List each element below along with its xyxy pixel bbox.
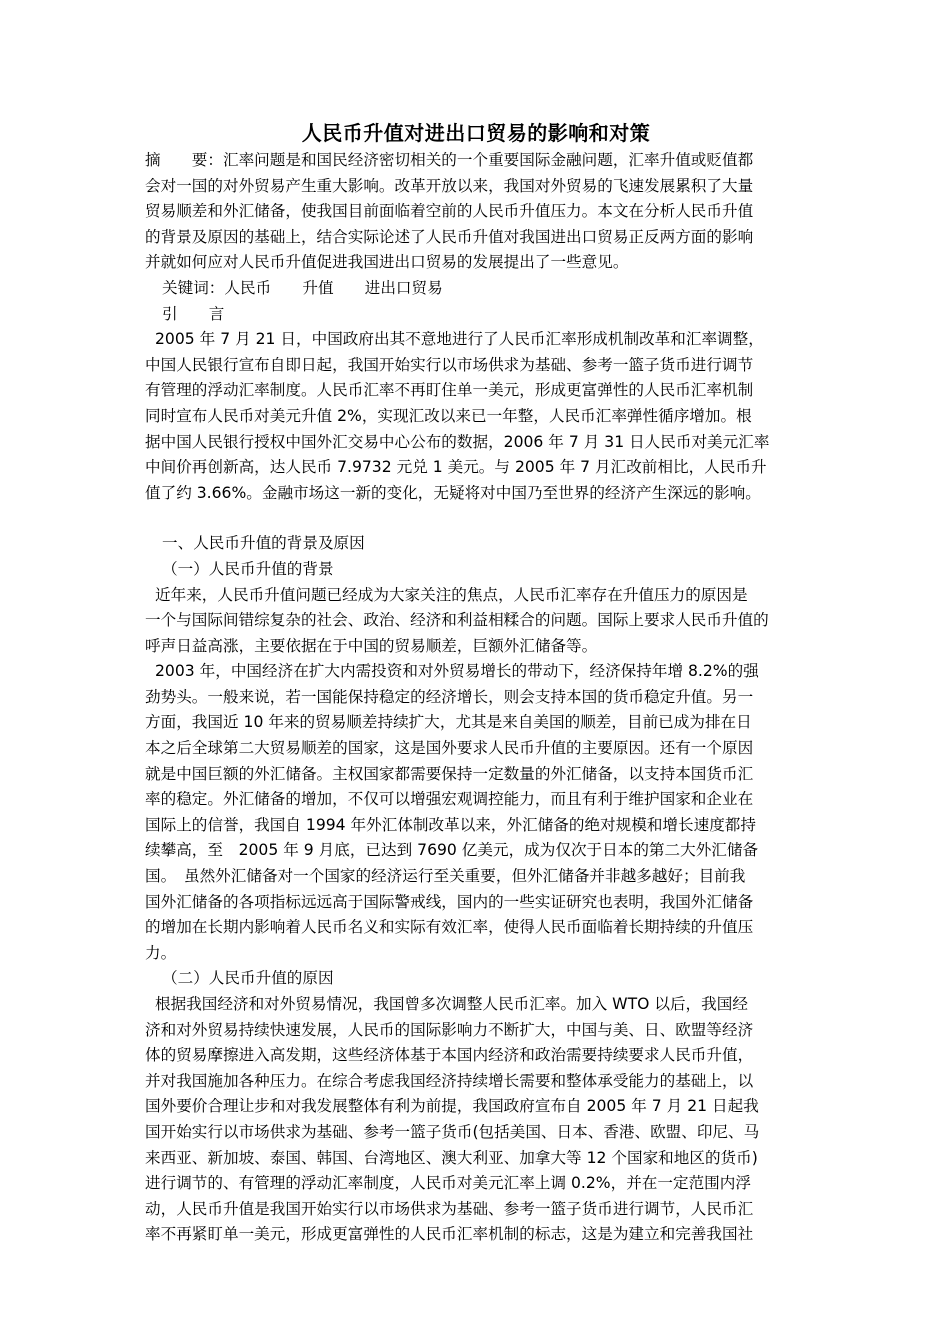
paragraph-line: 据中国人民银行授权中国外汇交易中心公布的数据，2006 年 7 月 31 日人民币对美元汇率 (145, 432, 770, 451)
paragraph-line: 呼声日益高涨，主要依据在于中国的贸易顺差，巨额外汇储备等。 (145, 636, 598, 655)
paragraph-line: 国。 虽然外汇储备对一个国家的经济运行至关重要，但外汇储备并非越多越好；目前我 (145, 867, 746, 886)
paragraph-line: 国外汇储备的各项指标远远高于国际警戒线，国内的一些实证研究也表明，我国外汇储备 (145, 892, 754, 911)
paragraph-line: 2003 年，中国经济在扩大内需投资和对外贸易增长的带动下，经济保持年增 8.2%的强 (155, 662, 759, 681)
paragraph-line: 动，人民币升值是我国开始实行以市场供求为基础、参考一篮子货币进行调节，人民币汇 (145, 1199, 754, 1218)
reasons-paragraph (145, 992, 807, 1248)
paragraph-line: 2005 年 7 月 21 日，中国政府出其不意地进行了人民币汇率形成机制改革和汇率调整， (155, 330, 764, 349)
paragraph-line: 根据我国经济和对外贸易情况，我国曾多次调整人民币汇率。加入 WTO 以后，我国经 (155, 995, 748, 1013)
abstract-line: 的背景及原因的基础上，结合实际论述了人民币升值对我国进出口贸易正反两方面的影响 (145, 227, 754, 246)
paragraph-line: 国开始实行以市场供求为基础、参考一篮子货币(包括美国、日本、香港、欧盟、印尼、马 (145, 1122, 760, 1141)
paragraph-line: 有管理的浮动汇率制度。人民币汇率不再盯住单一美元，形成更富弹性的人民币汇率机制 (145, 381, 754, 400)
paragraph-line: 进行调节的、有管理的浮动汇率制度，人民币对美元汇率上调 0.2%，并在一定范围内浮 (145, 1174, 751, 1193)
subsection-heading: （一）人民币升值的背景 (162, 559, 334, 578)
paragraph-line: 值了约 3.66%。金融市场这一新的变化，无疑将对中国乃至世界的经济产生深远的影响。 (145, 483, 761, 502)
paragraph-line: 国际上的信誉，我国自 1994 年外汇体制改革以来，外汇储备的绝对规模和增长速度都持 (145, 815, 756, 834)
background-paragraph-1 (145, 583, 807, 660)
keywords: 关键词：人民币 升值 进出口贸易 (162, 278, 443, 297)
section-heading: 一、人民币升值的背景及原因 (162, 534, 365, 553)
abstract-line: 摘 要：汇率问题是和国民经济密切相关的一个重要国际金融问题，汇率升值或贬值都 (145, 151, 754, 169)
document-page (145, 118, 807, 1248)
paragraph-line: 一个与国际间错综复杂的社会、政治、经济和利益相糅合的问题。国际上要求人民币升值的 (145, 611, 769, 630)
abstract-line: 贸易顺差和外汇储备，使我国目前面临着空前的人民币升值压力。本文在分析人民币升值 (145, 202, 754, 221)
paragraph-line: 的增加在长期内影响着人民币名义和实际有效汇率，使得人民币面临着长期持续的升值压 (145, 918, 754, 937)
paragraph-line: 并对我国施加各种压力。在综合考虑我国经济持续增长需要和整体承受能力的基础上，以 (145, 1071, 754, 1090)
paragraph-line: 中间价再创新高，达人民币 7.9732 元兑 1 美元。与 2005 年 7 月汇改前相比，人民币升 (145, 458, 767, 477)
paragraph-line: 国外要价合理让步和对我发展整体有利为前提，我国政府宣布自 2005 年 7 月 21 日起我 (145, 1097, 759, 1116)
paragraph-line: 率的稳定。外汇储备的增加，不仅可以增强宏观调控能力，而且有利于维护国家和企业在 (145, 790, 754, 809)
paragraph-line: 本之后全球第二大贸易顺差的国家，这是国外要求人民币升值的主要原因。还有一个原因 (145, 739, 754, 758)
paragraph-line: 劲势头。一般来说，若一国能保持稳定的经济增长，则会支持本国的货币稳定升值。另一 (145, 687, 754, 706)
paragraph-line: 济和对外贸易持续快速发展，人民币的国际影响力不断扩大，中国与美、日、欧盟等经济 (145, 1020, 754, 1039)
spacer (145, 506, 807, 531)
background-paragraph-2 (145, 659, 807, 966)
paragraph-line: 就是中国巨额的外汇储备。主权国家都需要保持一定数量的外汇储备，以支持本国货币汇 (145, 764, 754, 783)
paragraph-line: 中国人民银行宣布自即日起，我国开始实行以市场供求为基础、参考一篮子货币进行调节 (145, 355, 754, 374)
abstract-line: 会对一国的对外贸易产生重大影响。改革开放以来，我国对外贸易的飞速发展累积了大量 (145, 176, 754, 195)
paragraph-line: 率不再紧盯单一美元，形成更富弹性的人民币汇率机制的标志，这是为建立和完善我国社 (145, 1225, 754, 1244)
intro-paragraph (145, 327, 807, 506)
paragraph-line: 来西亚、新加坡、泰国、韩国、台湾地区、澳大利亚、加拿大等 12 个国家和地区的货币) (145, 1148, 758, 1167)
paragraph-line: 续攀高，至 2005 年 9 月底，已达到 7690 亿美元，成为仅次于日本的第二大外汇储备 (145, 841, 759, 860)
subsection-heading: （二）人民币升值的原因 (162, 969, 334, 988)
paragraph-line: 近年来，人民币升值问题已经成为大家关注的焦点，人民币汇率存在升值压力的原因是 (155, 585, 748, 604)
paragraph-line: 同时宣布人民币对美元升值 2%，实现汇改以来已一年整，人民币汇率弹性循序增加。根 (145, 406, 752, 425)
paragraph-line: 体的贸易摩擦进入高发期，这些经济体基于本国内经济和政治需要持续要求人民币升值， (145, 1046, 754, 1065)
paragraph-line: 方面，我国近 10 年来的贸易顺差持续扩大，尤其是来自美国的顺差，目前已成为排在日 (145, 713, 752, 732)
document-title: 人民币升值对进出口贸易的影响和对策 (301, 121, 651, 145)
abstract-line: 并就如何应对人民币升值促进我国进出口贸易的发展提出了一些意见。 (145, 253, 629, 272)
intro-heading: 引 言 (162, 304, 225, 323)
paragraph-line: 力。 (145, 943, 177, 962)
abstract (145, 148, 807, 276)
